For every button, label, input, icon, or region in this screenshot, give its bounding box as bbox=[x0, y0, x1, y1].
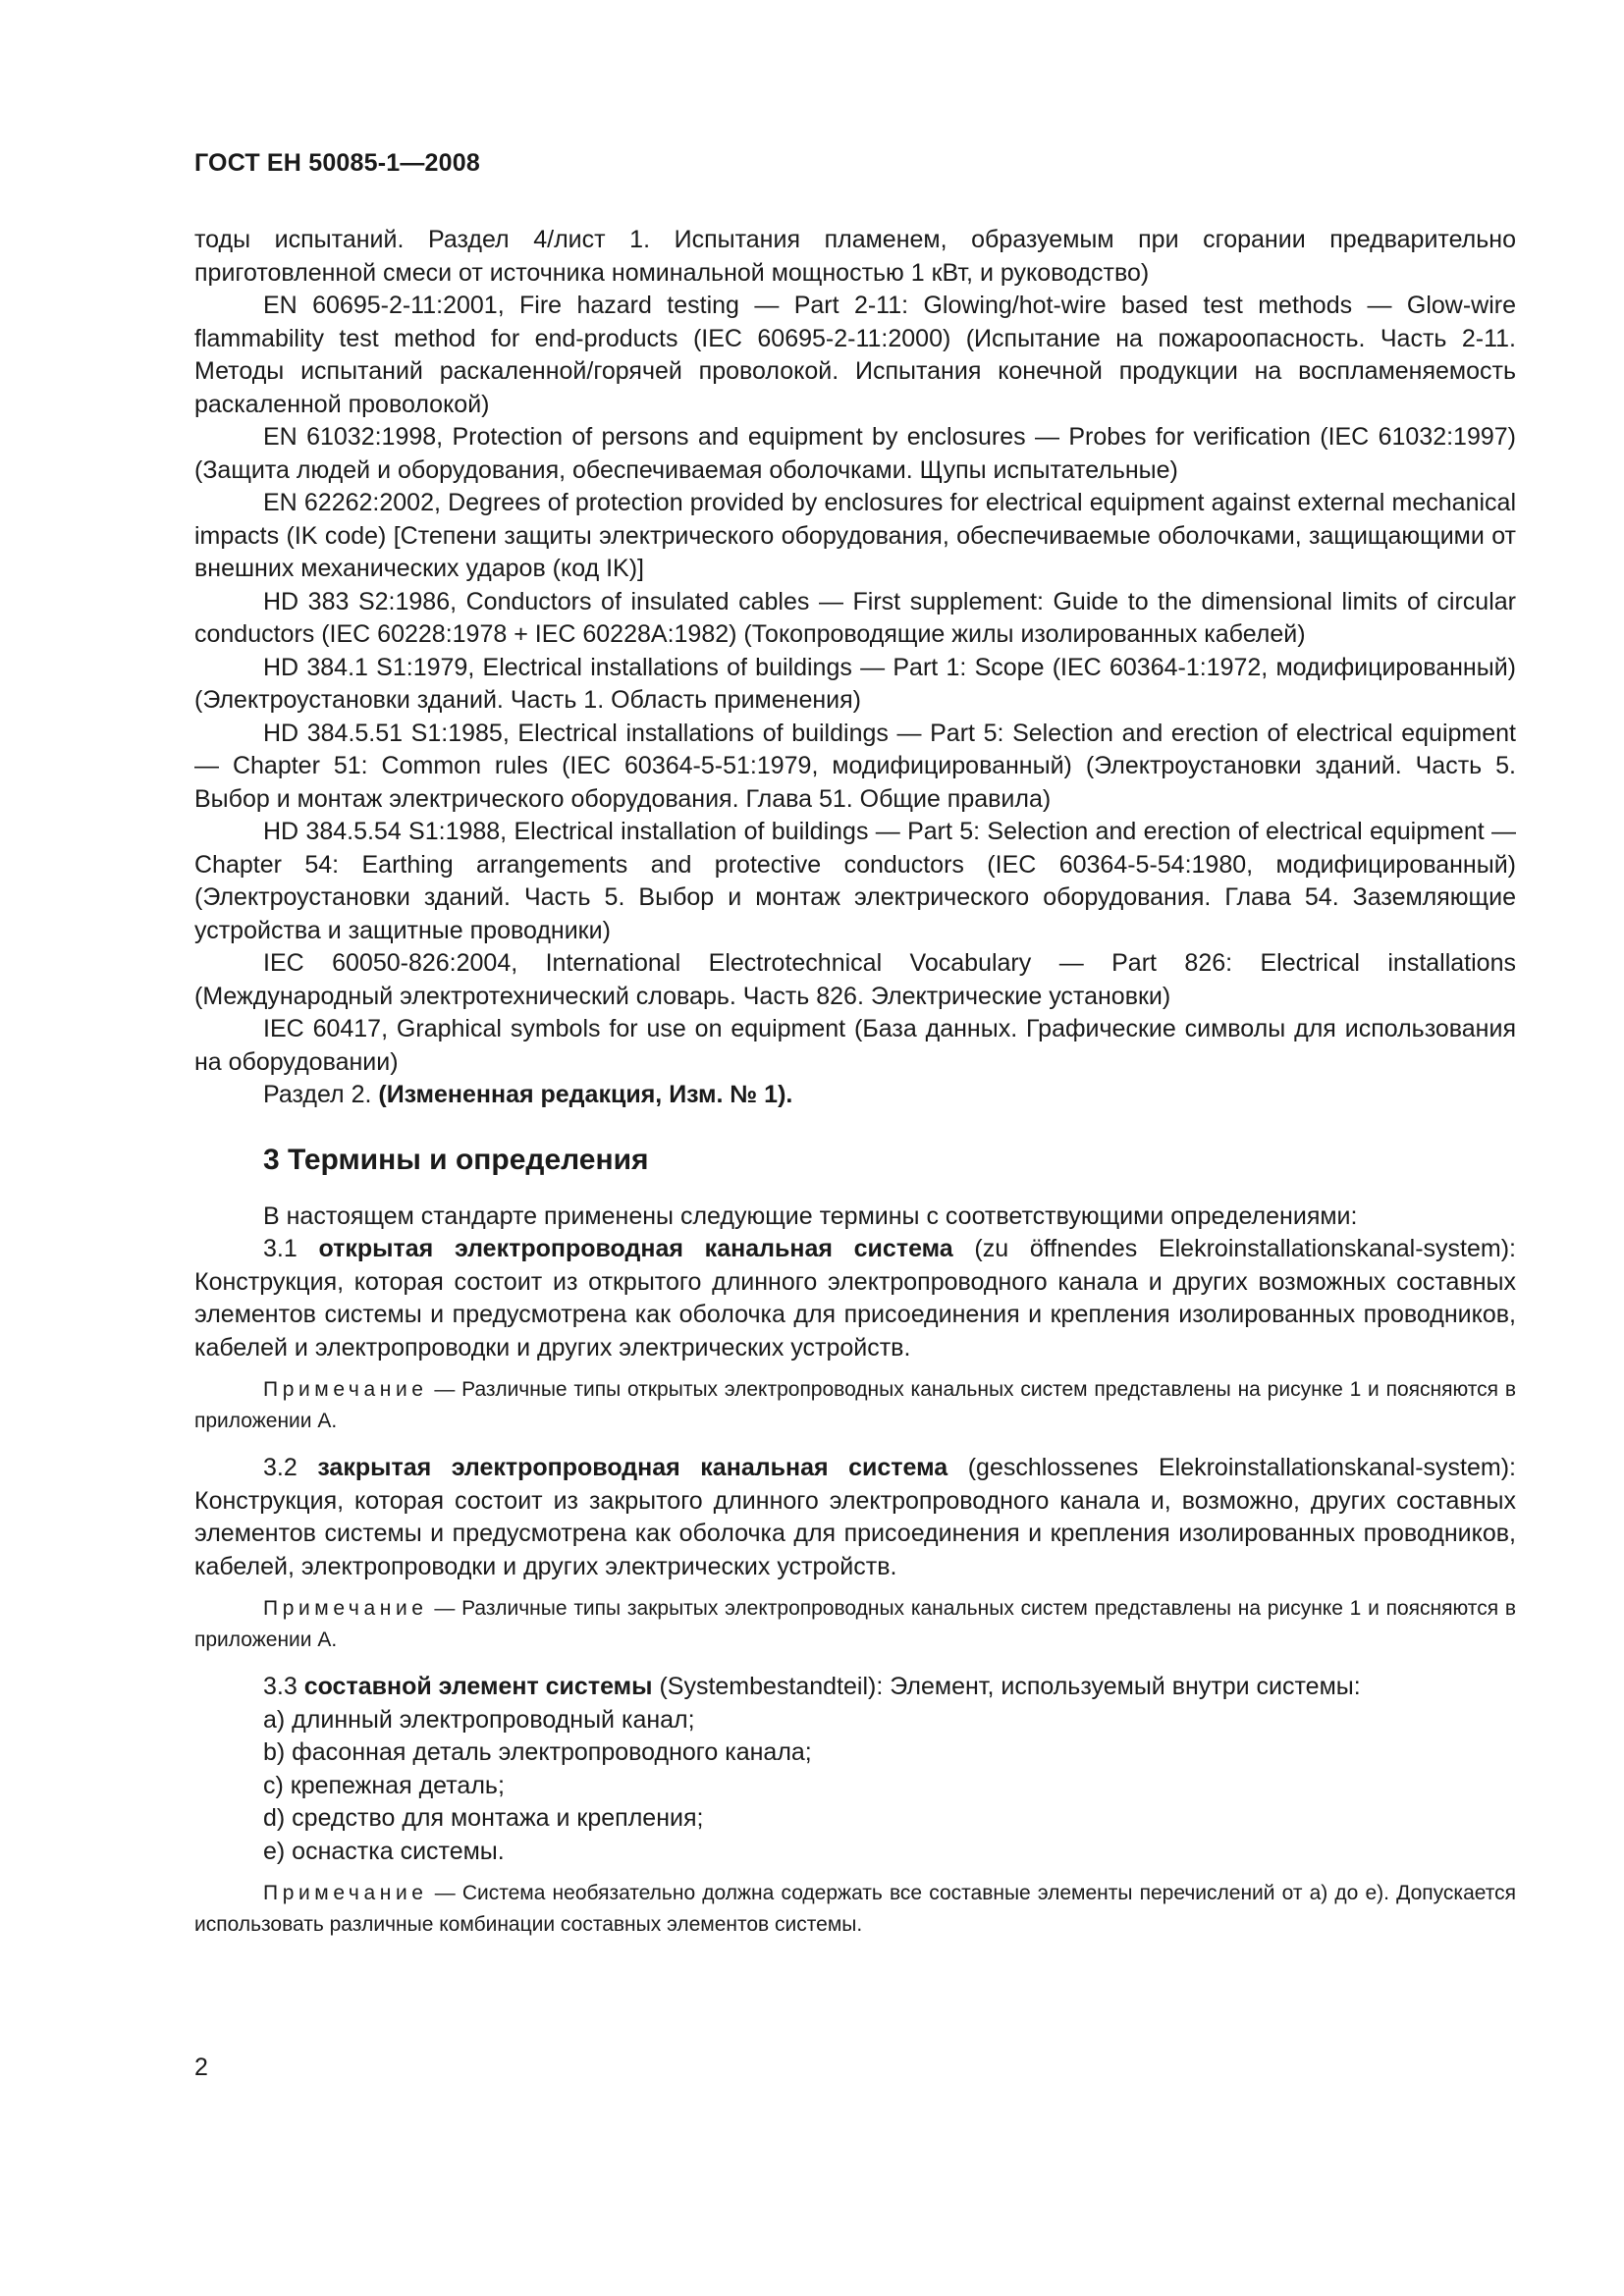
term-3-1 bbox=[194, 1233, 1516, 1364]
term-definition: (Systembestandteil): Элемент, используемый внутри системы: bbox=[652, 1673, 1361, 1700]
list-item: d) средство для монтажа и крепления; bbox=[263, 1804, 704, 1832]
section-heading: 3 Термины и определения bbox=[263, 1143, 649, 1176]
term-3-3 bbox=[194, 1671, 1516, 1704]
term-3-2 bbox=[194, 1452, 1516, 1583]
ref-paragraph: IEC 60417, Graphical symbols for use on equipment (База данных. Графические символы для использования на оборудовании) bbox=[194, 1015, 1516, 1076]
revision-bold: (Измененная редакция, Изм. № 1). bbox=[378, 1081, 793, 1108]
note-text: — Различные типы закрытых электропроводных канальных систем представлены на рисунке 1 и поясняются в приложении А. bbox=[194, 1597, 1516, 1651]
section-intro: В настоящем стандарте применены следующие термины с соответствующими определениями: bbox=[263, 1201, 1358, 1230]
term-number: 3.3 bbox=[263, 1673, 304, 1700]
ref-paragraph: HD 384.5.54 S1:1988, Electrical installation of buildings — Part 5: Selection and erection of electrical equipment — Chapter 54: Earthing arrangements and protective conductors (IEC 60364-5-54:1980, модифицированный) (Электроустановки зданий. Часть 5. Выбор и монтаж электрического оборудования. Глава 54. Заземляющие устройства и защитные проводники) bbox=[194, 818, 1516, 944]
term-number: 3.1 bbox=[263, 1235, 319, 1262]
page-number: 2 bbox=[194, 2054, 208, 2081]
revision-prefix: Раздел 2. bbox=[263, 1081, 379, 1108]
ref-paragraph: тоды испытаний. Раздел 4/лист 1. Испытания пламенем, образуемым при сгорании предварительно приготовленной смеси от источника номинальной мощностью 1 кВт, и руководство) bbox=[194, 226, 1516, 287]
ref-paragraph: EN 60695-2-11:2001, Fire hazard testing — Part 2-11: Glowing/hot-wire based test methods — Glow-wire flammability test method for end-products (IEC 60695-2-11:2000) (Испытание на пожароопасность. Часть 2-11. Методы испытаний раскаленной/горячей проволокой. Испытания конечной продукции на воспламеняемость раскаленной проволокой) bbox=[194, 292, 1516, 418]
ref-paragraph: HD 383 S2:1986, Conductors of insulated cables — First supplement: Guide to the dimensional limits of circular conductors (IEC 60228:1978 + IEC 60228A:1982) (Токопроводящие жилы изолированных кабелей) bbox=[194, 587, 1516, 648]
ref-paragraph: EN 61032:1998, Protection of persons and equipment by enclosures — Probes for verification (IEC 61032:1997) (Защита людей и оборудования, обеспечиваемая оболочками. Щупы испытательные) bbox=[194, 423, 1516, 484]
list-item: e) оснастка системы. bbox=[263, 1837, 505, 1865]
term-definition: (geschlossenes Elekroinstallationskanal-system): Конструкция, которая состоит из закрытого длинного электропроводного канала и, возможно, других составных элементов системы и предусмотрена как оболочка для присоединения и крепления изолированных проводников, кабелей, электропроводки и других электрических устройств. bbox=[194, 1454, 1516, 1580]
note-label: Примечание bbox=[263, 1378, 428, 1401]
list-item: a) длинный электропроводный канал; bbox=[263, 1705, 695, 1734]
ref-paragraph: EN 62262:2002, Degrees of protection provided by enclosures for electrical equipment against external mechanical impacts (IK code) [Степени защиты электрического оборудования, обеспечиваемые оболочками, защищающими от внешних механических ударов (код IK)] bbox=[194, 489, 1516, 582]
note-3-2 bbox=[194, 1593, 1516, 1656]
note-label: Примечание bbox=[263, 1597, 428, 1620]
note-3-1 bbox=[194, 1374, 1516, 1437]
term-title: открытая электропроводная канальная система bbox=[318, 1235, 953, 1262]
document-code-header: ГОСТ ЕН 50085-1—2008 bbox=[194, 149, 480, 177]
ref-paragraph: IEC 60050-826:2004, International Electrotechnical Vocabulary — Part 826: Electrical installations (Международный электротехнический словарь. Часть 826. Электрические установки) bbox=[194, 949, 1516, 1010]
note-label: Примечание bbox=[263, 1882, 428, 1904]
revision-note bbox=[194, 1079, 1516, 1112]
note-text: — Различные типы открытых электропроводных канальных систем представлены на рисунке 1 и поясняются в приложении А. bbox=[194, 1378, 1516, 1432]
list-item: c) крепежная деталь; bbox=[263, 1771, 505, 1799]
page-body bbox=[194, 224, 1516, 1955]
note-3-3 bbox=[194, 1878, 1516, 1941]
term-title: закрытая электропроводная канальная система bbox=[317, 1454, 948, 1481]
term-number: 3.2 bbox=[263, 1454, 318, 1481]
ref-paragraph: HD 384.1 S1:1979, Electrical installations of buildings — Part 1: Scope (IEC 60364-1:1972, модифицированный) (Электроустановки зданий. Часть 1. Область применения) bbox=[194, 653, 1516, 714]
list-item: b) фасонная деталь электропроводного канала; bbox=[263, 1738, 812, 1766]
term-definition: (zu öffnendes Elekroinstallationskanal-system): Конструкция, которая состоит из открытого длинного электропроводного канала и других возможных составных элементов системы и предусмотрена как оболочка для присоединения и крепления изолированных проводников, кабелей и электропроводки и других электрических устройств. bbox=[194, 1235, 1516, 1362]
note-text: — Система необязательно должна содержать все составные элементы перечислений от a) до e). Допускается использовать различные комбинации составных элементов системы. bbox=[194, 1882, 1516, 1936]
ref-paragraph: HD 384.5.51 S1:1985, Electrical installations of buildings — Part 5: Selection and erection of electrical equipment — Chapter 51: Common rules (IEC 60364-5-51:1979, модифицированный) (Электроустановки зданий. Часть 5. Выбор и монтаж электрического оборудования. Глава 51. Общие правила) bbox=[194, 719, 1516, 813]
term-title: составной элемент системы bbox=[303, 1673, 653, 1700]
